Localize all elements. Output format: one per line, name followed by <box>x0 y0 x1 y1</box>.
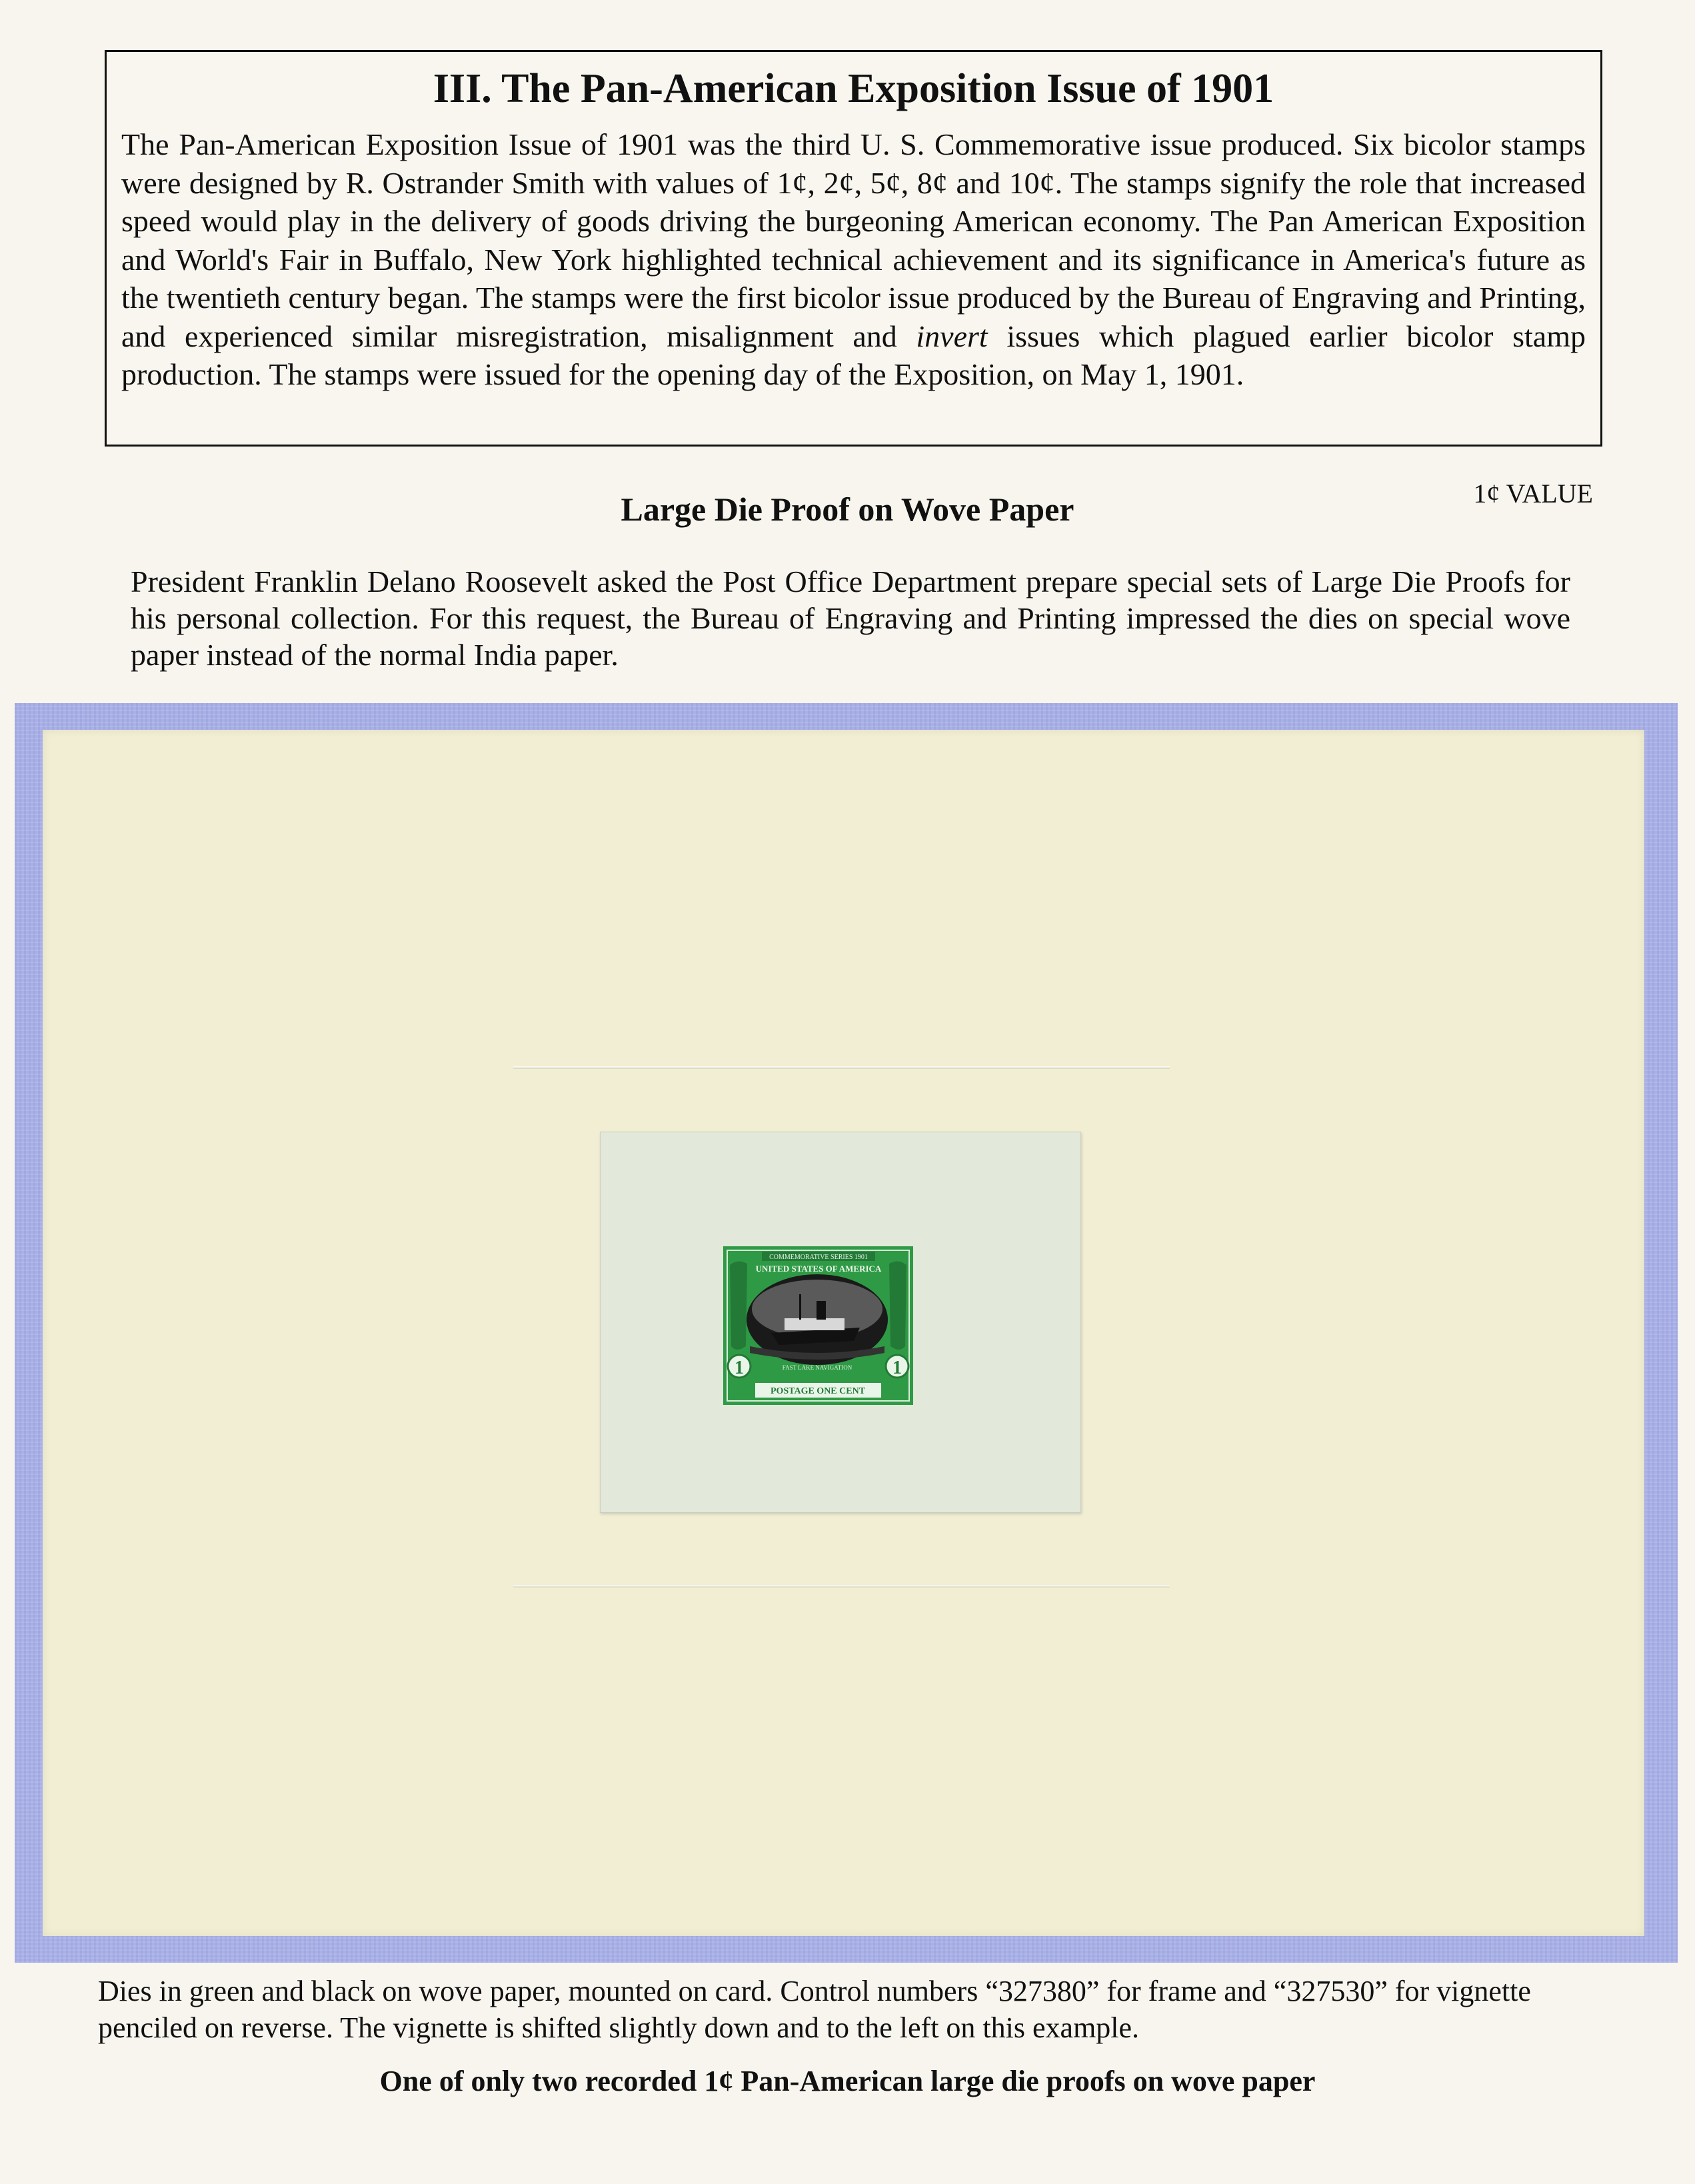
steamship-funnel <box>817 1301 826 1320</box>
proof-caption: Dies in green and black on wove paper, mounted on card. Control numbers “327380” for frame and “327530” for vignette penciled on reverse. The vignette is shifted slightly down and to the left on this example. <box>98 1975 1531 2044</box>
intro-text-part1: The Pan-American Exposition Issue of 1901 was the third U. S. Commemorative issue produced. Six bicolor stamps were designed by R. Ostrander Smith with values of 1¢, 2¢, 5¢, 8¢ and 10¢. The stamps signify the role that increased speed would play in the delivery of goods driving the burgeoning American economy. The Pan American Exposition and World's Fair in Buffalo, New York highlighted technical achievement and its significance in America's future as the twentieth century began. The stamps were the first bicolor issue produced by the Bureau of Engraving and Printing, and experienced similar misregistration, misalignment and <box>121 127 1586 353</box>
stamp-left-ornament <box>730 1261 747 1350</box>
stamp-right-ornament <box>889 1261 906 1350</box>
intro-paragraph <box>121 125 1586 394</box>
die-impression-bottom-edge <box>513 1585 1170 1588</box>
stamp-country-text: UNITED STATES OF AMERICA <box>755 1264 882 1274</box>
steamship-cabin <box>785 1318 845 1330</box>
section-intro: President Franklin Delano Roosevelt asked the Post Office Department prepare special sets of Large Die Proofs for his personal collection. For this request, the Bureau of Engraving and Printing impressed the dies on special wove paper instead of the normal India paper. <box>131 564 1570 672</box>
intro-box <box>105 50 1602 447</box>
stamp-denomination-left: 1 <box>735 1358 744 1378</box>
die-impression-top-edge <box>513 1066 1170 1069</box>
stamp-subject-caption: FAST LAKE NAVIGATION <box>782 1364 852 1371</box>
page-title: III. The Pan-American Exposition Issue of 1901 <box>433 66 1274 111</box>
rarity-note: One of only two recorded 1¢ Pan-American large die proofs on wove paper <box>379 2065 1316 2097</box>
stamp-1c-fast-lake-navigation <box>723 1246 913 1405</box>
stamp-bottom-label: POSTAGE ONE CENT <box>770 1386 866 1396</box>
value-label: 1¢ VALUE <box>1473 479 1593 509</box>
intro-text-part2: issues which plagued earlier bicolor stamp production. The stamps were issued for the opening day of the Exposition, on May 1, 1901. <box>121 319 1586 391</box>
intro-italic-word: invert <box>916 319 988 353</box>
steamship-mast <box>799 1294 801 1320</box>
stamp-denomination-right: 1 <box>892 1358 902 1378</box>
section-heading: Large Die Proof on Wove Paper <box>621 491 1074 528</box>
stamp-top-banner-text: COMMEMORATIVE SERIES 1901 <box>769 1254 868 1261</box>
